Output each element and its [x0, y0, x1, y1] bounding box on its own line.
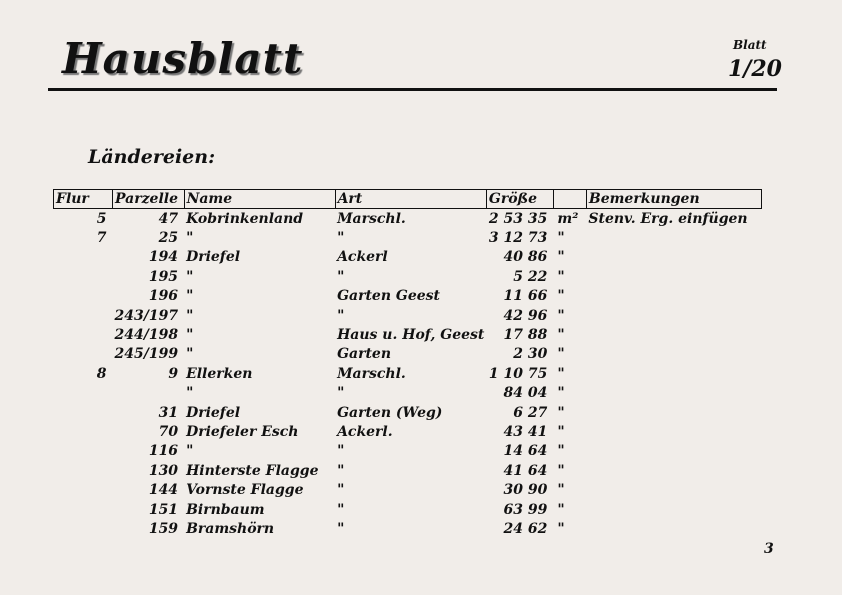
cell-unit: ": [557, 327, 565, 344]
cell-parzelle: 151: [148, 501, 179, 518]
table-row: [54, 248, 762, 267]
cell-flur: [54, 325, 113, 344]
cell-bemerkungen: [586, 384, 761, 403]
sheet-number: 1/20: [728, 56, 782, 82]
cell-flur: [54, 461, 113, 480]
table-row: [54, 325, 762, 344]
cell-parzelle: 159: [148, 520, 179, 537]
cell-groesse: 5 22: [513, 268, 548, 285]
cell-name: ": [186, 385, 194, 402]
cell-art: ": [337, 307, 345, 324]
col-art: Art: [335, 190, 486, 209]
table-row: [54, 287, 762, 306]
page-number: 3: [764, 541, 774, 557]
cell-bemerkungen: [586, 500, 761, 519]
table-row: [54, 267, 762, 286]
cell-parzelle: 196: [148, 288, 179, 305]
cell-bemerkungen: [586, 287, 761, 306]
cell-parzelle: 194: [148, 249, 179, 266]
table-row: [54, 306, 762, 325]
cell-flur: [54, 442, 113, 461]
cell-unit: ": [557, 443, 565, 460]
cell-parzelle: 195: [148, 268, 179, 285]
cell-bemerkungen: [586, 228, 761, 247]
cell-bemerkungen: [586, 345, 761, 364]
table-row: [54, 500, 762, 519]
cell-parzelle: [113, 384, 185, 403]
cell-flur: [54, 345, 113, 364]
col-name: Name: [184, 190, 335, 209]
cell-name: ": [186, 288, 194, 305]
cell-parzelle: 31: [158, 404, 179, 421]
cell-unit: ": [557, 404, 565, 421]
cell-unit: ": [557, 482, 565, 499]
col-bemerkungen: Bemerkungen: [586, 190, 761, 209]
cell-flur: [54, 403, 113, 422]
cell-parzelle: 9: [168, 365, 179, 382]
cell-groesse: 1 10 75: [488, 365, 548, 382]
cell-unit: ": [557, 520, 565, 537]
cell-parzelle: 70: [158, 423, 179, 440]
cell-bemerkungen: [586, 403, 761, 422]
cell-name: ": [186, 307, 194, 324]
cell-unit: ": [557, 346, 565, 363]
cell-art: Haus u. Hof, Geest: [337, 327, 485, 344]
col-groesse: Größe: [486, 190, 553, 209]
cell-bemerkungen: [586, 267, 761, 286]
cell-flur: [54, 248, 113, 267]
cell-groesse: 17 88: [503, 327, 548, 344]
cell-bemerkungen: [586, 519, 761, 538]
page-title: Hausblatt: [62, 34, 304, 83]
cell-flur: 5: [96, 210, 107, 227]
cell-art: ": [337, 462, 345, 479]
cell-groesse: 6 27: [513, 404, 548, 421]
cell-groesse: 42 96: [503, 307, 548, 324]
cell-name: Kobrinkenland: [186, 210, 304, 227]
cell-name: Ellerken: [186, 365, 253, 382]
cell-art: Garten (Weg): [337, 404, 443, 421]
cell-groesse: 41 64: [503, 462, 548, 479]
cell-flur: [54, 480, 113, 499]
table-header-row: [54, 190, 762, 209]
cell-parzelle: 244/198: [114, 327, 179, 344]
cell-art: Ackerl: [337, 249, 388, 266]
cell-name: ": [186, 443, 194, 460]
cell-groesse: 14 64: [503, 443, 548, 460]
cell-art: Marschl.: [337, 365, 406, 382]
cell-name: ": [186, 230, 194, 247]
cell-unit: m²: [557, 210, 579, 227]
cell-flur: [54, 519, 113, 538]
cell-name: Hinterste Flagge: [186, 462, 319, 479]
cell-name: Driefel: [186, 404, 241, 421]
cell-unit: ": [557, 288, 565, 305]
cell-art: ": [337, 385, 345, 402]
cell-art: Marschl.: [337, 210, 406, 227]
cell-groesse: 3 12 73: [488, 230, 548, 247]
table-row: [54, 345, 762, 364]
cell-art: Ackerl.: [337, 423, 393, 440]
sheet-label: Blatt: [733, 38, 767, 52]
cell-flur: [54, 384, 113, 403]
cell-groesse: 30 90: [503, 482, 548, 499]
table-row: [54, 209, 762, 229]
cell-groesse: 24 62: [503, 520, 548, 537]
cell-flur: [54, 422, 113, 441]
section-title: Ländereien:: [88, 146, 216, 168]
cell-parzelle: 116: [148, 443, 179, 460]
cell-unit: ": [557, 501, 565, 518]
cell-name: Birnbaum: [186, 501, 265, 518]
table-row: [54, 519, 762, 538]
cell-flur: [54, 306, 113, 325]
col-parzelle: Parzelle: [113, 190, 185, 209]
table-row: [54, 442, 762, 461]
cell-bemerkungen: [586, 306, 761, 325]
cell-art: ": [337, 520, 345, 537]
cell-flur: [54, 287, 113, 306]
land-table: [53, 189, 762, 539]
cell-flur: 7: [96, 230, 107, 247]
cell-groesse: 2 53 35: [488, 210, 548, 227]
cell-unit: ": [557, 230, 565, 247]
cell-groesse: 63 99: [503, 501, 548, 518]
cell-unit: ": [557, 268, 565, 285]
cell-name: ": [186, 346, 194, 363]
table-row: [54, 422, 762, 441]
cell-art: ": [337, 268, 345, 285]
table-row: [54, 364, 762, 383]
cell-flur: [54, 500, 113, 519]
cell-art: ": [337, 443, 345, 460]
cell-unit: ": [557, 385, 565, 402]
table-row: [54, 480, 762, 499]
cell-name: Bramshörn: [186, 520, 275, 537]
cell-art: ": [337, 230, 345, 247]
cell-name: ": [186, 327, 194, 344]
cell-bemerkungen: [586, 480, 761, 499]
col-flur: Flur: [54, 190, 113, 209]
col-unit: [553, 190, 586, 209]
cell-bemerkungen: [586, 248, 761, 267]
cell-parzelle: 245/199: [114, 346, 179, 363]
header-rule: [48, 88, 777, 91]
cell-bemerkungen: [586, 364, 761, 383]
cell-parzelle: 144: [148, 482, 179, 499]
cell-name: ": [186, 268, 194, 285]
cell-art: Garten: [337, 346, 392, 363]
cell-flur: [54, 267, 113, 286]
cell-name: Driefeler Esch: [186, 423, 299, 440]
table-row: [54, 403, 762, 422]
cell-groesse: 2 30: [513, 346, 548, 363]
cell-art: ": [337, 482, 345, 499]
table-row: [54, 384, 762, 403]
cell-bemerkungen: [586, 325, 761, 344]
table-row: [54, 461, 762, 480]
cell-unit: ": [557, 365, 565, 382]
cell-name: Driefel: [186, 249, 241, 266]
cell-flur: 8: [96, 365, 107, 382]
cell-bemerkungen: [586, 461, 761, 480]
cell-name: Vornste Flagge: [186, 482, 304, 499]
cell-groesse: 40 86: [503, 249, 548, 266]
cell-bemerkungen: [586, 442, 761, 461]
cell-bemerkungen: [586, 422, 761, 441]
cell-unit: ": [557, 307, 565, 324]
cell-bemerkungen: Stenv. Erg. einfügen: [588, 210, 748, 227]
cell-art: Garten Geest: [337, 288, 441, 305]
cell-unit: ": [557, 423, 565, 440]
cell-parzelle: 25: [158, 230, 179, 247]
cell-parzelle: 130: [148, 462, 179, 479]
cell-groesse: 43 41: [503, 423, 548, 440]
cell-unit: ": [557, 462, 565, 479]
cell-parzelle: 47: [158, 210, 179, 227]
cell-unit: ": [557, 249, 565, 266]
cell-parzelle: 243/197: [114, 307, 179, 324]
cell-art: ": [337, 501, 345, 518]
cell-groesse: 84 04: [503, 385, 548, 402]
table-row: [54, 228, 762, 247]
cell-groesse: 11 66: [503, 288, 548, 305]
